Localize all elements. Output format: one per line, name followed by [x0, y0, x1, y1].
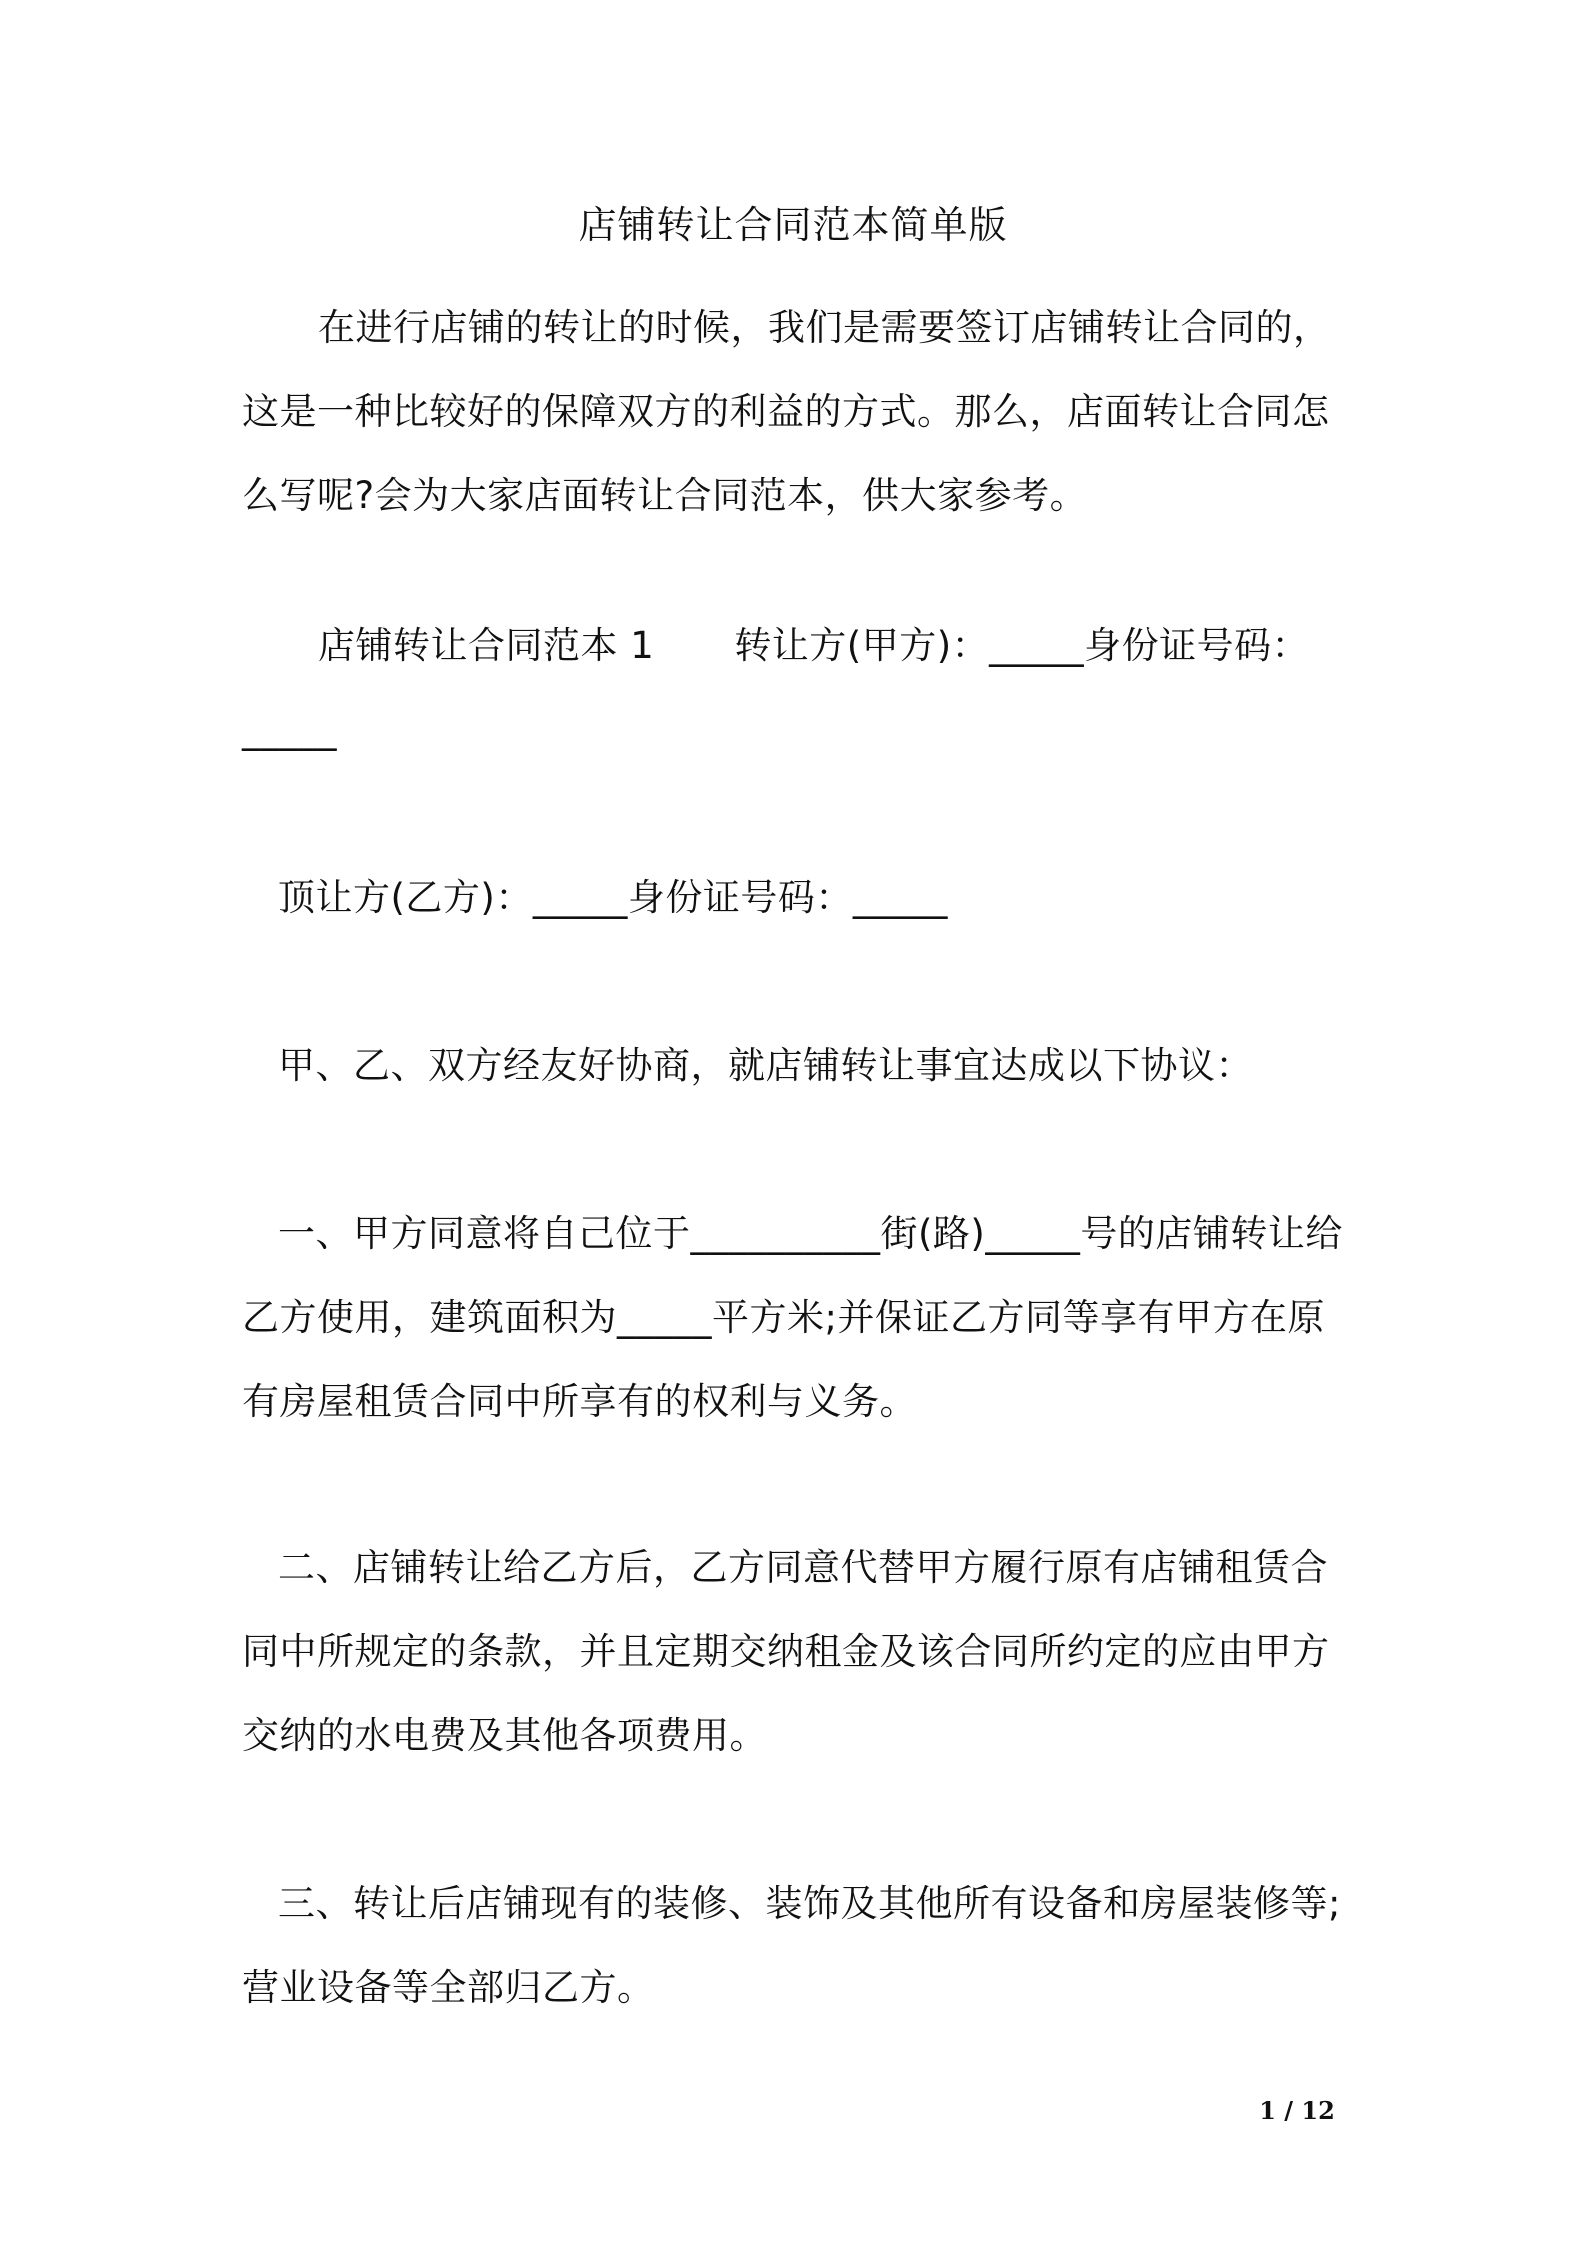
party-b-line: 顶让方(乙方)：_____身份证号码：_____: [278, 876, 948, 919]
page-number: 1 / 12: [1259, 2096, 1335, 2125]
intro-paragraph: 在进行店铺的转让的时候，我们是需要签订店铺转让合同的，这是一种比较好的保障双方的利益的方式。那么，店面转让合同怎么写呢?会为大家店面转让合同范本，供大家参考。: [242, 306, 1331, 517]
section-1-block: [242, 604, 1357, 772]
clause-3: 三、转让后店铺现有的装修、装饰及其他所有设备和房屋装修等;营业设备等全部归乙方。: [242, 1882, 1341, 2009]
agreement-intro: 甲、乙、双方经友好协商，就店铺转让事宜达成以下协议：: [278, 1044, 1253, 1087]
party-a-line: 转让方(甲方)：_____身份证号码：_____: [242, 624, 1310, 751]
section-heading: 店铺转让合同范本 1: [318, 624, 655, 667]
clause-2: 二、店铺转让给乙方后，乙方同意代替甲方履行原有店铺租赁合同中所规定的条款，并且定期交纳租金及该合同所约定的应由甲方交纳的水电费及其他各项费用。: [242, 1546, 1330, 1757]
clause-1: 一、甲方同意将自己位于__________街(路)_____号的店铺转让给乙方使用，建筑面积为_____平方米;并保证乙方同等享有甲方在原有房屋租赁合同中所享有的权利与义务。: [242, 1212, 1343, 1423]
document-title: 店铺转让合同范本简单版: [578, 203, 1008, 247]
